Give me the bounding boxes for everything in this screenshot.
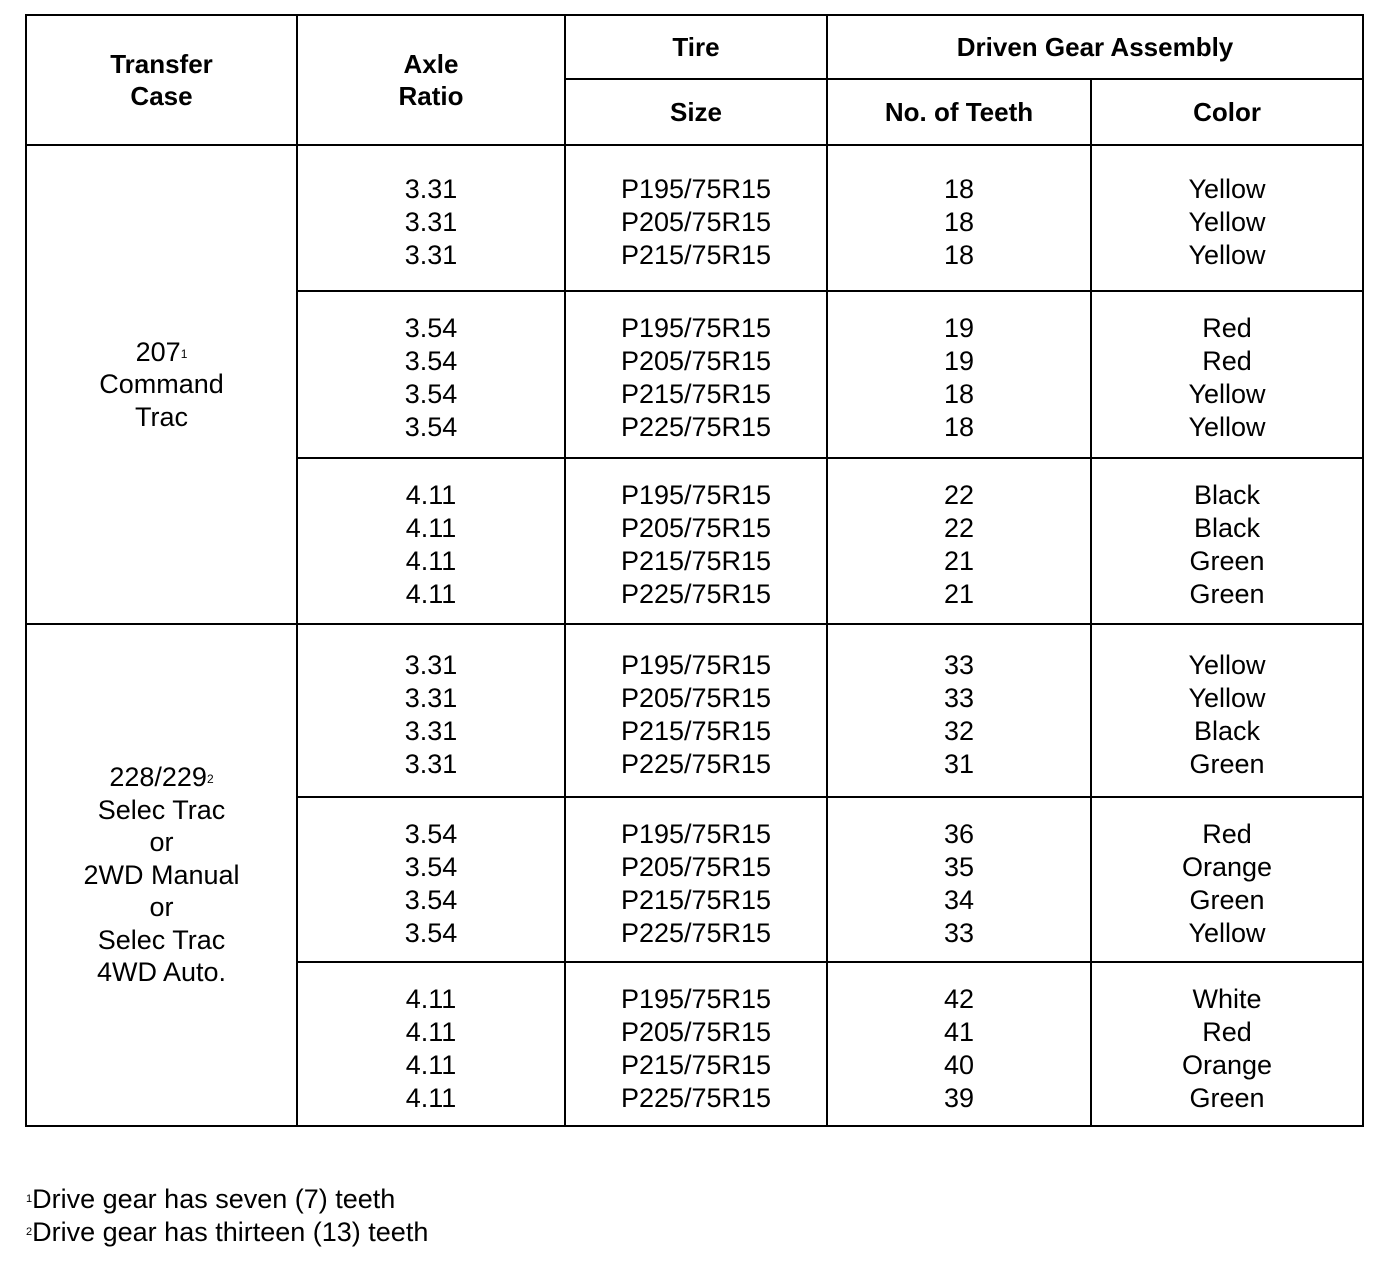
tire-size: P205/75R15 bbox=[620, 513, 772, 543]
tire-size-cell bbox=[565, 624, 827, 797]
header-transfer-case: Transfer Case bbox=[26, 15, 297, 145]
axle-ratio: 3.31 bbox=[404, 207, 458, 237]
axle-ratio-cell bbox=[297, 458, 565, 624]
tire-size: P205/75R15 bbox=[620, 346, 772, 376]
tire-size: P195/75R15 bbox=[620, 650, 772, 680]
tire-size-cell bbox=[565, 145, 827, 291]
tire-size: P225/75R15 bbox=[620, 918, 772, 948]
transfer-case-text: Selec Trac bbox=[97, 924, 226, 955]
gear-color: Red bbox=[1202, 1017, 1252, 1047]
tire-size: P195/75R15 bbox=[620, 480, 772, 510]
transfer-case-cell bbox=[26, 624, 297, 1126]
tire-size: P225/75R15 bbox=[620, 749, 772, 779]
teeth-count: 32 bbox=[943, 716, 975, 746]
teeth-count: 36 bbox=[943, 819, 975, 849]
axle-ratio: 4.11 bbox=[405, 1083, 457, 1113]
transfer-case-text: 2WD Manual bbox=[83, 859, 240, 890]
footnotes bbox=[26, 1183, 428, 1249]
teeth-count: 18 bbox=[943, 174, 975, 204]
header-no-of-teeth: No. of Teeth bbox=[827, 79, 1091, 145]
tire-size: P195/75R15 bbox=[620, 819, 772, 849]
gear-color: Yellow bbox=[1188, 683, 1266, 713]
teeth-count: 41 bbox=[943, 1017, 975, 1047]
transfer-case-text: 228/229 bbox=[109, 762, 207, 793]
tire-size: P195/75R15 bbox=[620, 984, 772, 1014]
axle-ratio: 3.31 bbox=[404, 683, 458, 713]
teeth-count-cell bbox=[827, 458, 1091, 624]
gear-color: Green bbox=[1189, 885, 1265, 915]
group-row bbox=[26, 624, 1363, 797]
transfer-case-text: Command bbox=[99, 369, 224, 400]
footnote-mark: 2 bbox=[26, 1226, 33, 1238]
transfer-case-line bbox=[27, 761, 296, 794]
axle-ratio: 4.11 bbox=[405, 480, 457, 510]
axle-ratio: 4.11 bbox=[405, 579, 457, 609]
transfer-case-text: Selec Trac bbox=[97, 794, 226, 825]
tire-size: P225/75R15 bbox=[620, 412, 772, 442]
axle-ratio: 3.54 bbox=[404, 852, 458, 882]
gear-color-cell bbox=[1091, 962, 1363, 1126]
tire-size: P215/75R15 bbox=[620, 716, 772, 746]
gear-color: Red bbox=[1202, 346, 1252, 376]
axle-ratio-cell bbox=[297, 291, 565, 458]
axle-ratio: 4.11 bbox=[405, 984, 457, 1014]
tire-size-cell bbox=[565, 962, 827, 1126]
axle-ratio: 3.54 bbox=[404, 313, 458, 343]
footnote-mark: 1 bbox=[26, 1193, 33, 1205]
transfer-case-text: or bbox=[149, 892, 174, 923]
axle-ratio: 3.31 bbox=[404, 716, 458, 746]
transfer-case-text: Trac bbox=[135, 401, 188, 432]
tire-size: P225/75R15 bbox=[620, 1083, 772, 1113]
teeth-count: 35 bbox=[943, 852, 975, 882]
gear-color-cell bbox=[1091, 458, 1363, 624]
transfer-case-cell bbox=[26, 145, 297, 624]
header-axle-ratio: Axle Ratio bbox=[297, 15, 565, 145]
header-tire: Tire bbox=[565, 15, 827, 79]
gear-color: Black bbox=[1193, 480, 1261, 510]
teeth-count: 33 bbox=[943, 650, 975, 680]
transfer-case-line bbox=[27, 826, 296, 859]
tire-size-cell bbox=[565, 458, 827, 624]
gear-color: Yellow bbox=[1188, 240, 1266, 270]
axle-ratio: 3.54 bbox=[404, 819, 458, 849]
gear-color: Green bbox=[1189, 749, 1265, 779]
tire-size-cell bbox=[565, 797, 827, 962]
axle-ratio-cell bbox=[297, 797, 565, 962]
axle-ratio-cell bbox=[297, 145, 565, 291]
gear-color-cell bbox=[1091, 145, 1363, 291]
axle-ratio: 4.11 bbox=[405, 546, 457, 576]
gear-color: Green bbox=[1189, 1083, 1265, 1113]
axle-ratio-cell bbox=[297, 624, 565, 797]
teeth-count: 18 bbox=[943, 379, 975, 409]
axle-ratio: 3.54 bbox=[404, 379, 458, 409]
transfer-case-line bbox=[27, 336, 296, 369]
transfer-case-line bbox=[27, 794, 296, 827]
teeth-count: 18 bbox=[943, 412, 975, 442]
teeth-count: 22 bbox=[943, 480, 975, 510]
group-row bbox=[26, 145, 1363, 291]
gear-color: Yellow bbox=[1188, 379, 1266, 409]
teeth-count: 18 bbox=[943, 207, 975, 237]
teeth-count-cell bbox=[827, 797, 1091, 962]
teeth-count: 19 bbox=[943, 346, 975, 376]
teeth-count: 42 bbox=[943, 984, 975, 1014]
teeth-count: 34 bbox=[943, 885, 975, 915]
gear-color: Yellow bbox=[1188, 918, 1266, 948]
gear-color: Red bbox=[1202, 313, 1252, 343]
axle-ratio: 4.11 bbox=[405, 513, 457, 543]
axle-ratio: 3.31 bbox=[404, 174, 458, 204]
axle-ratio: 4.11 bbox=[405, 1050, 457, 1080]
transfer-case-line bbox=[27, 401, 296, 434]
footnote-text: Drive gear has seven (7) teeth bbox=[32, 1184, 396, 1214]
tire-size: P195/75R15 bbox=[620, 313, 772, 343]
transfer-case-line bbox=[27, 368, 296, 401]
gear-color: White bbox=[1192, 984, 1262, 1014]
footnote-1 bbox=[26, 1183, 428, 1216]
tire-size: P225/75R15 bbox=[620, 579, 772, 609]
axle-ratio: 3.54 bbox=[404, 885, 458, 915]
footnote-ref: 1 bbox=[180, 346, 188, 361]
axle-ratio: 3.31 bbox=[404, 650, 458, 680]
gear-spec-table bbox=[25, 14, 1364, 1127]
tire-size: P215/75R15 bbox=[620, 240, 772, 270]
tire-size: P205/75R15 bbox=[620, 683, 772, 713]
gear-color: Orange bbox=[1181, 1050, 1273, 1080]
teeth-count: 31 bbox=[943, 749, 975, 779]
teeth-count: 33 bbox=[943, 683, 975, 713]
tire-size: P215/75R15 bbox=[620, 379, 772, 409]
header-color: Color bbox=[1091, 79, 1363, 145]
teeth-count: 39 bbox=[943, 1083, 975, 1113]
teeth-count-cell bbox=[827, 291, 1091, 458]
axle-ratio: 4.11 bbox=[405, 1017, 457, 1047]
teeth-count: 22 bbox=[943, 513, 975, 543]
tire-size: P205/75R15 bbox=[620, 207, 772, 237]
axle-ratio: 3.54 bbox=[404, 918, 458, 948]
transfer-case-line bbox=[27, 891, 296, 924]
tire-size: P195/75R15 bbox=[620, 174, 772, 204]
gear-color: Green bbox=[1189, 579, 1265, 609]
tire-size: P205/75R15 bbox=[620, 1017, 772, 1047]
footnote-ref: 2 bbox=[206, 772, 214, 787]
footnote-2 bbox=[26, 1216, 428, 1249]
gear-color: Yellow bbox=[1188, 174, 1266, 204]
gear-color: Black bbox=[1193, 716, 1261, 746]
transfer-case-text: 4WD Auto. bbox=[96, 957, 227, 988]
axle-ratio: 3.54 bbox=[404, 412, 458, 442]
gear-color: Yellow bbox=[1188, 650, 1266, 680]
tire-size: P215/75R15 bbox=[620, 1050, 772, 1080]
header-tire-size: Size bbox=[565, 79, 827, 145]
tire-size: P215/75R15 bbox=[620, 546, 772, 576]
transfer-case-line bbox=[27, 859, 296, 892]
teeth-count-cell bbox=[827, 962, 1091, 1126]
header-driven-gear-assembly: Driven Gear Assembly bbox=[827, 15, 1363, 79]
gear-color: Orange bbox=[1181, 852, 1273, 882]
gear-color-cell bbox=[1091, 624, 1363, 797]
teeth-count: 40 bbox=[943, 1050, 975, 1080]
transfer-case-line bbox=[27, 956, 296, 989]
tire-size: P205/75R15 bbox=[620, 852, 772, 882]
gear-color: Black bbox=[1193, 513, 1261, 543]
transfer-case-line bbox=[27, 924, 296, 957]
tire-size: P215/75R15 bbox=[620, 885, 772, 915]
axle-ratio: 3.31 bbox=[404, 749, 458, 779]
gear-color-cell bbox=[1091, 797, 1363, 962]
table-body bbox=[26, 145, 1363, 1126]
footnote-text: Drive gear has thirteen (13) teeth bbox=[32, 1217, 429, 1247]
gear-color: Red bbox=[1202, 819, 1252, 849]
teeth-count: 18 bbox=[943, 240, 975, 270]
axle-ratio: 3.54 bbox=[404, 346, 458, 376]
axle-ratio-cell bbox=[297, 962, 565, 1126]
teeth-count-cell bbox=[827, 145, 1091, 291]
gear-color: Green bbox=[1189, 546, 1265, 576]
gear-color: Yellow bbox=[1188, 207, 1266, 237]
tire-size-cell bbox=[565, 291, 827, 458]
teeth-count: 19 bbox=[943, 313, 975, 343]
transfer-case-text: or bbox=[149, 827, 174, 858]
teeth-count: 33 bbox=[943, 918, 975, 948]
axle-ratio: 3.31 bbox=[404, 240, 458, 270]
teeth-count-cell bbox=[827, 624, 1091, 797]
transfer-case-text: 207 bbox=[135, 336, 181, 367]
gear-color-cell bbox=[1091, 291, 1363, 458]
teeth-count: 21 bbox=[943, 546, 975, 576]
gear-color: Yellow bbox=[1188, 412, 1266, 442]
teeth-count: 21 bbox=[943, 579, 975, 609]
